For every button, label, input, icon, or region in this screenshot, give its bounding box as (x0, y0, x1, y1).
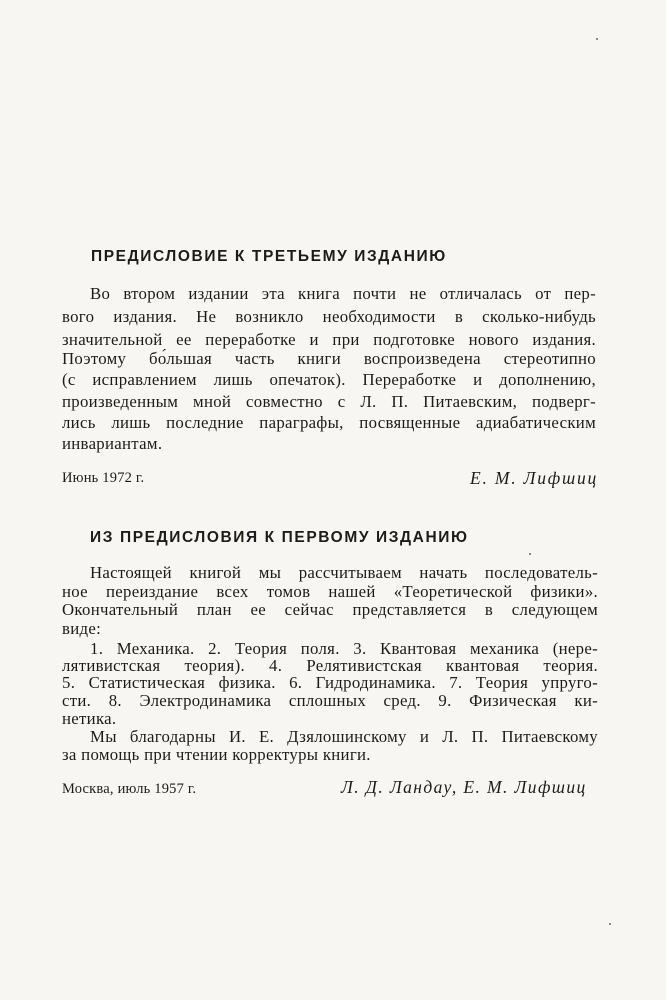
third-edition-signature: Е. М. Лифшиц (470, 468, 599, 488)
first-edition-date: Москва, июль 1957 г. (62, 781, 197, 797)
first-edition-heading: ИЗ ПРЕДИСЛОВИЯ К ПЕРВОМУ ИЗДАНИЮ (90, 529, 469, 546)
first-edition-line-10: Мы благодарны И. Е. Дзялошинскому и Л. П. Питаевскому (90, 727, 598, 746)
first-edition-line-1: Настоящей книгой мы рассчитываем начать последователь- (90, 563, 598, 582)
first-edition-line-8: сти. 8. Электродинамика сплошных сред. 9. Физическая ки- (62, 691, 598, 710)
third-edition-line-7: лись лишь последние параграфы, посвященные адиабатическим (62, 413, 596, 432)
scan-speck (609, 923, 611, 925)
first-edition-line-4: виде: (62, 619, 102, 638)
first-edition-line-7: 5. Статистическая физика. 6. Гидродинамика. 7. Теория упруго- (62, 673, 598, 692)
third-edition-date: Июнь 1972 г. (62, 470, 145, 486)
third-edition-heading: ПРЕДИСЛОВИЕ К ТРЕТЬЕМУ ИЗДАНИЮ (91, 248, 447, 265)
scan-speck (529, 553, 531, 555)
first-edition-signature: Л. Д. Ландау, Е. М. Лифшиц (341, 777, 587, 797)
third-edition-line-6: произведенным мной совместно с Л. П. Питаевским, подверг- (62, 392, 596, 411)
first-edition-line-3: Окончательный план ее сейчас представляется в следующем (62, 600, 598, 619)
scan-speck (596, 38, 598, 40)
first-edition-line-11: за помощь при чтении корректуры книги. (62, 745, 371, 764)
third-edition-line-4: Поэтому бо́льшая часть книги воспроизведена стереотипно (62, 349, 596, 368)
first-edition-line-9: нетика. (62, 709, 117, 728)
third-edition-line-8: инвариантам. (62, 434, 163, 453)
third-edition-line-2: вого издания. Не возникло необходимости в сколько-нибудь (62, 307, 596, 326)
third-edition-line-1: Во втором издании эта книга почти не отличалась от пер- (90, 284, 596, 303)
first-edition-line-2: ное переиздание всех томов нашей «Теоретической физики». (62, 582, 598, 601)
third-edition-line-3: значительной ее переработке и при подготовке нового издания. (62, 330, 596, 349)
first-edition-line-5: 1. Механика. 2. Теория поля. 3. Квантовая механика (нере- (90, 639, 598, 658)
third-edition-line-5: (с исправлением лишь опечаток). Переработке и дополнению, (62, 370, 596, 389)
first-edition-line-6: лятивистская теория). 4. Релятивистская квантовая теория. (62, 656, 598, 675)
